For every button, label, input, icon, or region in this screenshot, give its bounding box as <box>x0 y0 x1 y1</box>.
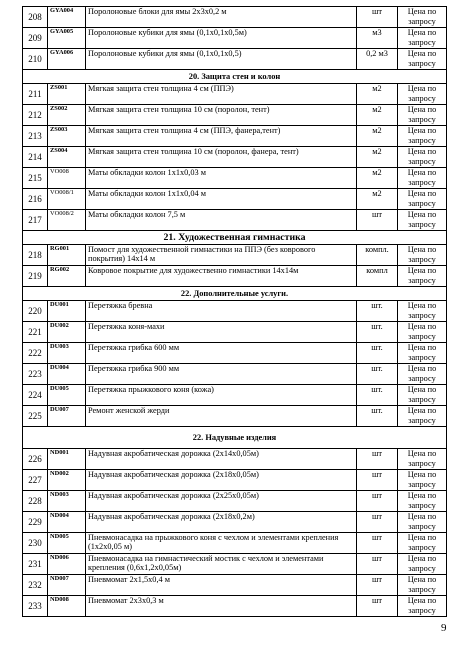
row-number: 213 <box>23 126 48 147</box>
item-unit: шт <box>357 210 398 231</box>
item-price: Цена по запросу <box>398 554 447 575</box>
table-row <box>23 49 447 70</box>
section-header-row <box>23 231 447 245</box>
table-row <box>23 7 447 28</box>
row-number: 217 <box>23 210 48 231</box>
section-title: 22. Дополнительные услуги. <box>23 287 447 301</box>
row-number: 225 <box>23 406 48 427</box>
item-code: DU005 <box>48 385 86 406</box>
item-code: DU003 <box>48 343 86 364</box>
table-row <box>23 105 447 126</box>
item-code: DU001 <box>48 301 86 322</box>
row-number: 227 <box>23 470 48 491</box>
item-price: Цена по запросу <box>398 596 447 617</box>
item-name: Перетяжка бревна <box>86 301 357 322</box>
item-code: ZS002 <box>48 105 86 126</box>
item-code: GYA005 <box>48 28 86 49</box>
item-unit: шт <box>357 470 398 491</box>
item-unit: 0,2 м3 <box>357 49 398 70</box>
item-unit: шт <box>357 596 398 617</box>
item-name: Надувная акробатическая дорожка (2х18х0,2м) <box>86 512 357 533</box>
item-price: Цена по запросу <box>398 364 447 385</box>
table-row <box>23 126 447 147</box>
item-price: Цена по запросу <box>398 266 447 287</box>
section-title: 20. Защита стен и колон <box>23 70 447 84</box>
table-row <box>23 168 447 189</box>
item-price: Цена по запросу <box>398 49 447 70</box>
table-row <box>23 491 447 512</box>
table-row <box>23 266 447 287</box>
row-number: 229 <box>23 512 48 533</box>
item-name: Мягкая защита стен толщина 10 см (поролон, фанера, тент) <box>86 147 357 168</box>
item-code: ND004 <box>48 512 86 533</box>
table-row <box>23 533 447 554</box>
item-name: Перетяжка прыжкового коня (кожа) <box>86 385 357 406</box>
item-name: Пневмонасадка на гимнастический мостик с чехлом и элементами крепления (0,6х1,2х0,05м) <box>86 554 357 575</box>
table-row <box>23 28 447 49</box>
item-unit: м2 <box>357 126 398 147</box>
item-code: ND002 <box>48 470 86 491</box>
item-price: Цена по запросу <box>398 470 447 491</box>
row-number: 209 <box>23 28 48 49</box>
section-header-row <box>23 70 447 84</box>
item-unit: м2 <box>357 84 398 105</box>
item-unit: шт <box>357 575 398 596</box>
item-name: Поролоновые кубики для ямы (0,1х0,1х0,5) <box>86 49 357 70</box>
item-price: Цена по запросу <box>398 147 447 168</box>
row-number: 218 <box>23 245 48 266</box>
price-list-table <box>22 6 447 617</box>
item-unit: шт <box>357 449 398 470</box>
item-name: Перетяжка коня-махи <box>86 322 357 343</box>
item-name: Перетяжка грибка 900 мм <box>86 364 357 385</box>
row-number: 211 <box>23 84 48 105</box>
item-price: Цена по запросу <box>398 491 447 512</box>
item-code: VO008/2 <box>48 210 86 231</box>
item-name: Надувная акробатическая дорожка (2х25х0,05м) <box>86 491 357 512</box>
table-row <box>23 301 447 322</box>
row-number: 216 <box>23 189 48 210</box>
item-unit: м2 <box>357 189 398 210</box>
row-number: 224 <box>23 385 48 406</box>
table-row <box>23 512 447 533</box>
item-code: DU007 <box>48 406 86 427</box>
item-name: Надувная акробатическая дорожка (2х14х0,05м) <box>86 449 357 470</box>
item-code: RG001 <box>48 245 86 266</box>
row-number: 231 <box>23 554 48 575</box>
item-code: ND003 <box>48 491 86 512</box>
item-code: ZS004 <box>48 147 86 168</box>
item-code: VO008/1 <box>48 189 86 210</box>
item-unit: шт. <box>357 364 398 385</box>
table-row <box>23 554 447 575</box>
row-number: 226 <box>23 449 48 470</box>
row-number: 215 <box>23 168 48 189</box>
item-price: Цена по запросу <box>398 322 447 343</box>
item-price: Цена по запросу <box>398 7 447 28</box>
item-price: Цена по запросу <box>398 343 447 364</box>
item-name: Мягкая защита стен толщина 4 см (ППЭ, фанера,тент) <box>86 126 357 147</box>
item-code: RG002 <box>48 266 86 287</box>
item-price: Цена по запросу <box>398 533 447 554</box>
item-price: Цена по запросу <box>398 449 447 470</box>
table-row <box>23 406 447 427</box>
table-row <box>23 245 447 266</box>
table-row <box>23 385 447 406</box>
item-name: Поролоновые кубики для ямы (0,1х0,1х0,5м) <box>86 28 357 49</box>
item-price: Цена по запросу <box>398 28 447 49</box>
item-name: Поролоновые блоки для ямы 2х3х0,2 м <box>86 7 357 28</box>
item-name: Помост для художественной гимнастики на ППЭ (без коврового покрытия) 14х14 м <box>86 245 357 266</box>
item-unit: м2 <box>357 168 398 189</box>
item-price: Цена по запросу <box>398 575 447 596</box>
item-code: ZS001 <box>48 84 86 105</box>
table-row <box>23 322 447 343</box>
table-row <box>23 189 447 210</box>
item-code: ZS003 <box>48 126 86 147</box>
row-number: 228 <box>23 491 48 512</box>
item-code: ND006 <box>48 554 86 575</box>
item-unit: шт <box>357 491 398 512</box>
item-unit: м2 <box>357 105 398 126</box>
item-price: Цена по запросу <box>398 385 447 406</box>
item-name: Маты обкладки колон 7,5 м <box>86 210 357 231</box>
item-name: Мягкая защита стен толщина 4 см (ППЭ) <box>86 84 357 105</box>
table-row <box>23 596 447 617</box>
table-row <box>23 84 447 105</box>
item-code: ND008 <box>48 596 86 617</box>
item-price: Цена по запросу <box>398 210 447 231</box>
table-row <box>23 575 447 596</box>
item-code: ND001 <box>48 449 86 470</box>
item-unit: шт <box>357 512 398 533</box>
item-price: Цена по запросу <box>398 105 447 126</box>
item-code: DU002 <box>48 322 86 343</box>
section-header-row <box>23 427 447 449</box>
item-unit: шт. <box>357 301 398 322</box>
price-list-body <box>23 7 447 617</box>
item-code: DU004 <box>48 364 86 385</box>
item-code: ND005 <box>48 533 86 554</box>
item-unit: шт. <box>357 322 398 343</box>
item-name: Маты обкладки колон 1х1х0,04 м <box>86 189 357 210</box>
item-name: Мягкая защита стен толщина 10 см (поролон, тент) <box>86 105 357 126</box>
item-unit: м3 <box>357 28 398 49</box>
item-name: Пневмомат 2х3х0,3 м <box>86 596 357 617</box>
item-name: Маты обкладки колон 1х1х0,03 м <box>86 168 357 189</box>
row-number: 221 <box>23 322 48 343</box>
item-price: Цена по запросу <box>398 512 447 533</box>
item-name: Пневмомат 2х1,5х0,4 м <box>86 575 357 596</box>
row-number: 232 <box>23 575 48 596</box>
row-number: 212 <box>23 105 48 126</box>
row-number: 222 <box>23 343 48 364</box>
row-number: 220 <box>23 301 48 322</box>
table-row <box>23 470 447 491</box>
item-unit: компл. <box>357 245 398 266</box>
section-title: 21. Художественная гимнастика <box>23 231 447 245</box>
table-row <box>23 343 447 364</box>
item-unit: шт <box>357 7 398 28</box>
row-number: 230 <box>23 533 48 554</box>
item-price: Цена по запросу <box>398 301 447 322</box>
item-unit: шт. <box>357 385 398 406</box>
page-number: 9 <box>441 622 447 634</box>
row-number: 219 <box>23 266 48 287</box>
row-number: 210 <box>23 49 48 70</box>
item-price: Цена по запросу <box>398 126 447 147</box>
row-number: 223 <box>23 364 48 385</box>
item-code: ND007 <box>48 575 86 596</box>
item-unit: шт <box>357 533 398 554</box>
row-number: 233 <box>23 596 48 617</box>
item-price: Цена по запросу <box>398 406 447 427</box>
item-name: Пневмонасадка на прыжкового коня с чехлом и элементами крепления (1х2х0,05 м) <box>86 533 357 554</box>
item-code: GYA006 <box>48 49 86 70</box>
table-row <box>23 210 447 231</box>
item-unit: шт <box>357 554 398 575</box>
table-row <box>23 147 447 168</box>
section-title: 22. Надувные изделия <box>23 427 447 449</box>
item-name: Ковровое покрытие для художественно гимнастики 14х14м <box>86 266 357 287</box>
row-number: 208 <box>23 7 48 28</box>
item-unit: компл <box>357 266 398 287</box>
row-number: 214 <box>23 147 48 168</box>
table-row <box>23 449 447 470</box>
item-price: Цена по запросу <box>398 245 447 266</box>
item-name: Ремонт женской жерди <box>86 406 357 427</box>
item-unit: шт. <box>357 406 398 427</box>
item-price: Цена по запросу <box>398 189 447 210</box>
item-code: VO008 <box>48 168 86 189</box>
table-row <box>23 364 447 385</box>
item-code: GYA004 <box>48 7 86 28</box>
item-name: Перетяжка грибка 600 мм <box>86 343 357 364</box>
section-header-row <box>23 287 447 301</box>
item-price: Цена по запросу <box>398 84 447 105</box>
item-unit: шт. <box>357 343 398 364</box>
item-unit: м2 <box>357 147 398 168</box>
item-price: Цена по запросу <box>398 168 447 189</box>
item-name: Надувная акробатическая дорожка (2х18х0,05м) <box>86 470 357 491</box>
